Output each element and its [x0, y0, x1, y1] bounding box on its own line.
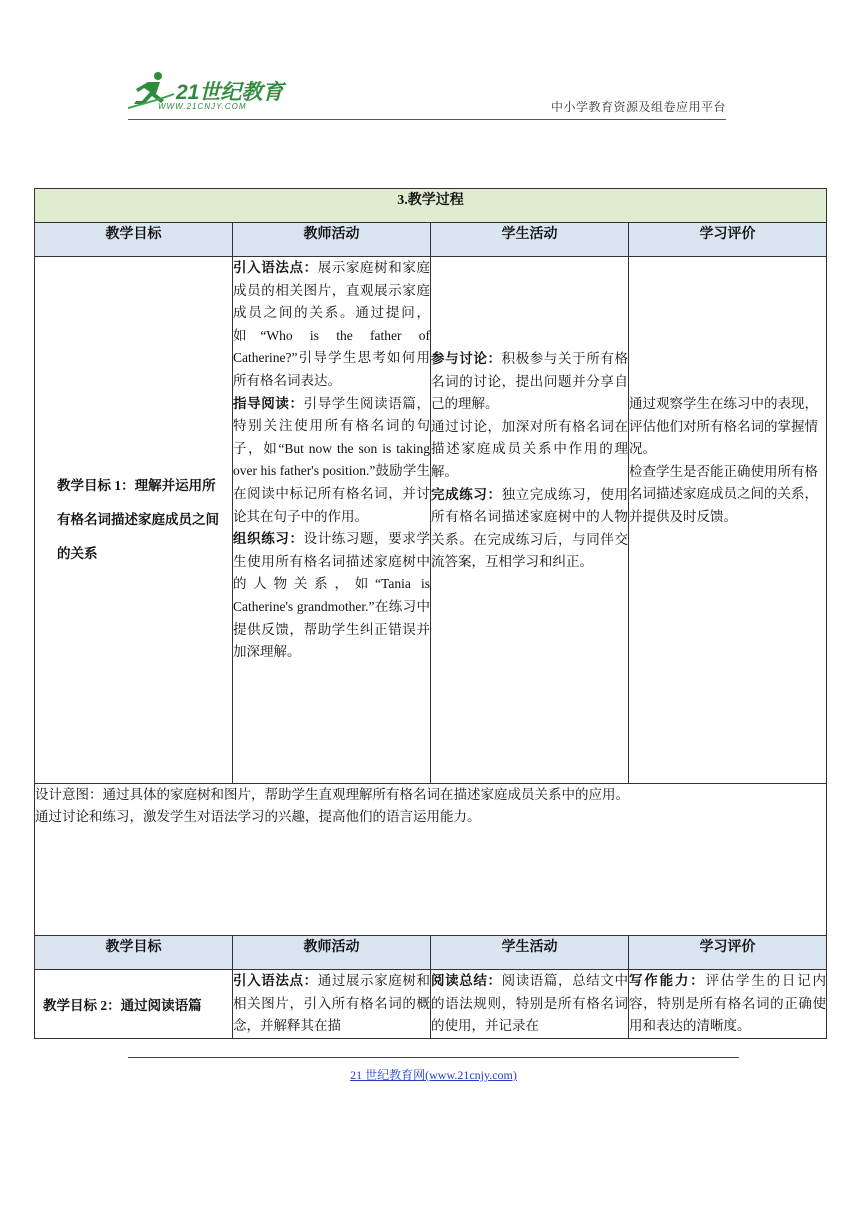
design-intent-row	[35, 784, 827, 936]
student-activity-2	[431, 970, 629, 1039]
logo-text: 21世纪教育	[176, 81, 284, 104]
student-text-exercise: 独立完成练习，使用所有格名词描述家庭树中的人物关系。在完成练习后，与同伴交流答案，互相学习和纠正。	[431, 486, 629, 570]
teacher2-text: 通过展示家庭树和相关图片，引入所有格名词的概念，并解释其在描	[233, 973, 430, 1034]
teacher-label-reading: 指导阅读：	[233, 395, 304, 411]
column-header-evaluation-2: 学习评价	[629, 936, 827, 970]
design-intent-line-2: 通过讨论和练习，激发学生对语法学习的兴趣，提高他们的语言运用能力。	[35, 809, 481, 824]
logo-url: WWW.21CNJY.COM	[158, 102, 247, 111]
column-header-goal: 教学目标	[35, 223, 233, 257]
platform-name: 中小学教育资源及组卷应用平台	[550, 100, 726, 114]
teacher-text-reading: 引导学生阅读语篇，特别关注使用所有格名词的句子，如“But now the son is taking over his father's position.”鼓励学生在阅读中标记所有格名词，并讨论其在句子中的作用。	[233, 395, 431, 524]
footer-site-link[interactable]: 21 世纪教育网(www.21cnjy.com)	[350, 1068, 517, 1082]
student2-text: 阅读语篇，总结文中的语法规则，特别是所有格名词的使用，并记录在	[431, 973, 628, 1034]
design-intent-line-1: 设计意图：通过具体的家庭树和图片，帮助学生直观理解所有格名词在描述家庭成员关系中的应用。	[35, 787, 629, 802]
teacher-text-practice: 设计练习题，要求学生使用所有格名词描述家庭树中的人物关系，如“Tania is Catherine's grandmother.”在练习中提供反馈，帮助学生纠正错误并加深理解。	[233, 531, 431, 660]
teacher-label-intro: 引入语法点：	[233, 260, 318, 275]
goal-2-text: 教学目标 2：通过阅读语篇	[43, 998, 202, 1013]
goal-1-cell: 教学目标 1：理解并运用所有格名词描述家庭成员之间的关系	[35, 257, 233, 784]
column-header-student: 学生活动	[431, 223, 629, 257]
eval-text-check: 检查学生是否能正确使用所有格名词描述家庭成员之间的关系，并提供及时反馈。	[629, 463, 818, 524]
student-text-discuss: 积极参与关于所有格名词的讨论，提出问题并分享自己的理解。	[431, 351, 629, 412]
eval-text-observe: 通过观察学生在练习中的表现，评估他们对所有格名词的掌握情况。	[629, 396, 818, 457]
student-activity-1	[431, 257, 629, 784]
evaluation-1	[629, 257, 827, 784]
teacher-activity-2	[233, 970, 431, 1039]
page-header	[128, 68, 726, 120]
goal-2-cell	[35, 970, 233, 1039]
teacher-label-practice: 组织练习：	[233, 531, 304, 547]
table-row	[35, 970, 827, 1039]
footer-divider	[128, 1057, 739, 1058]
column-header-teacher: 教师活动	[233, 223, 431, 257]
teacher-activity-1	[233, 257, 431, 784]
teacher-text-intro: 展示家庭树和家庭成员的相关图片，直观展示家庭成员之间的关系。通过提问，如“Who is the father of Catherine?”引导学生思考如何用所有格名词表达。	[233, 260, 431, 388]
column-header-student-2: 学生活动	[431, 936, 629, 970]
design-intent-cell	[35, 784, 827, 936]
column-header-teacher-2: 教师活动	[233, 936, 431, 970]
eval2-text: 评估学生的日记内容，特别是所有格名词的正确使用和表达的清晰度。	[629, 973, 826, 1034]
teaching-process-table	[34, 188, 827, 1039]
student-label-exercise: 完成练习：	[431, 486, 502, 502]
column-header-goal-2: 教学目标	[35, 936, 233, 970]
eval2-label: 写作能力：	[629, 973, 706, 988]
site-logo[interactable]	[128, 70, 298, 116]
header-divider	[128, 119, 726, 120]
student-label-discuss: 参与讨论：	[431, 351, 502, 366]
student-text-deepen: 通过讨论，加深对所有格名词在描述家庭成员关系中作用的理解。	[431, 418, 628, 479]
table-title: 3.教学过程	[35, 189, 827, 223]
column-header-evaluation: 学习评价	[629, 223, 827, 257]
evaluation-2	[629, 970, 827, 1039]
teacher2-label: 引入语法点：	[233, 973, 318, 988]
student2-label: 阅读总结：	[431, 973, 502, 988]
table-row	[35, 257, 827, 784]
